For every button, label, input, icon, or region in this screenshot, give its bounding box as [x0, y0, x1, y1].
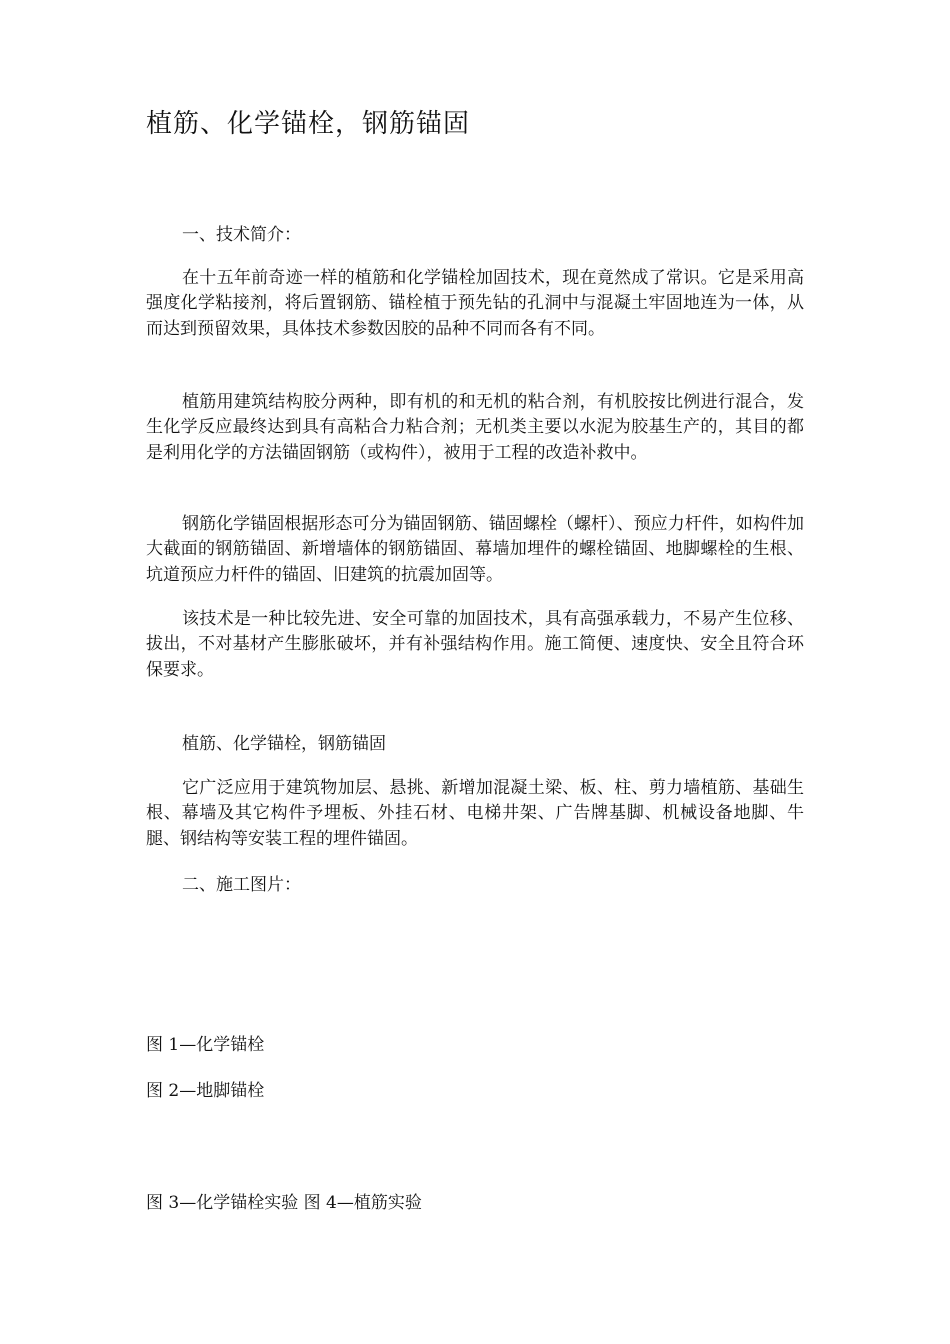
section-2-heading: 二、施工图片： [182, 875, 301, 895]
page-title: 植筋、化学锚栓，钢筋锚固 [146, 109, 471, 139]
paragraph-intro: 在十五年前奇迹一样的植筋和化学锚栓加固技术，现在竟然成了常识。它是采用高强度化学粘接剂，将后置钢筋、锚栓植于预先钻的孔洞中与混凝土牢固地连为一体，从而达到预留效果，具体技术参数因胶的品种不同而各有不同。 [146, 268, 804, 339]
paragraph-advantages: 该技术是一种比较先进、安全可靠的加固技术，具有高强承载力，不易产生位移、拔出，不对基材产生膨胀破坏，并有补强结构作用。施工简便、速度快、安全且符合环保要求。 [146, 609, 804, 680]
section-1-heading: 一、技术简介： [182, 225, 301, 245]
figure-caption-1: 图 1—化学锚栓 [146, 1035, 265, 1055]
paragraph-anchor-forms: 钢筋化学锚固根据形态可分为锚固钢筋、锚固螺栓（螺杆）、预应力杆件，如构件加大截面的钢筋锚固、新增墙体的钢筋锚固、幕墙加埋件的螺栓锚固、地脚螺栓的生根、坑道预应力杆件的锚固、旧建筑的抗震加固等。 [146, 514, 804, 585]
paragraph-adhesive-types: 植筋用建筑结构胶分两种，即有机的和无机的粘合剂，有机胶按比例进行混合，发生化学反应最终达到具有高粘合力粘合剂；无机类主要以水泥为胶基生产的，其目的都是利用化学的方法锚固钢筋（或构件），被用于工程的改造补救中。 [146, 392, 804, 463]
figure-caption-3-4: 图 3—化学锚栓实验 图 4—植筋实验 [146, 1193, 422, 1213]
subtitle: 植筋、化学锚栓，钢筋锚固 [182, 734, 386, 754]
figure-caption-2: 图 2—地脚锚栓 [146, 1081, 265, 1101]
paragraph-applications: 它广泛应用于建筑物加层、悬挑、新增加混凝土梁、板、柱、剪力墙植筋、基础生根、幕墙及其它构件予埋板、外挂石材、电梯井架、广告牌基脚、机械设备地脚、牛腿、钢结构等安装工程的埋件锚固。 [146, 778, 804, 849]
